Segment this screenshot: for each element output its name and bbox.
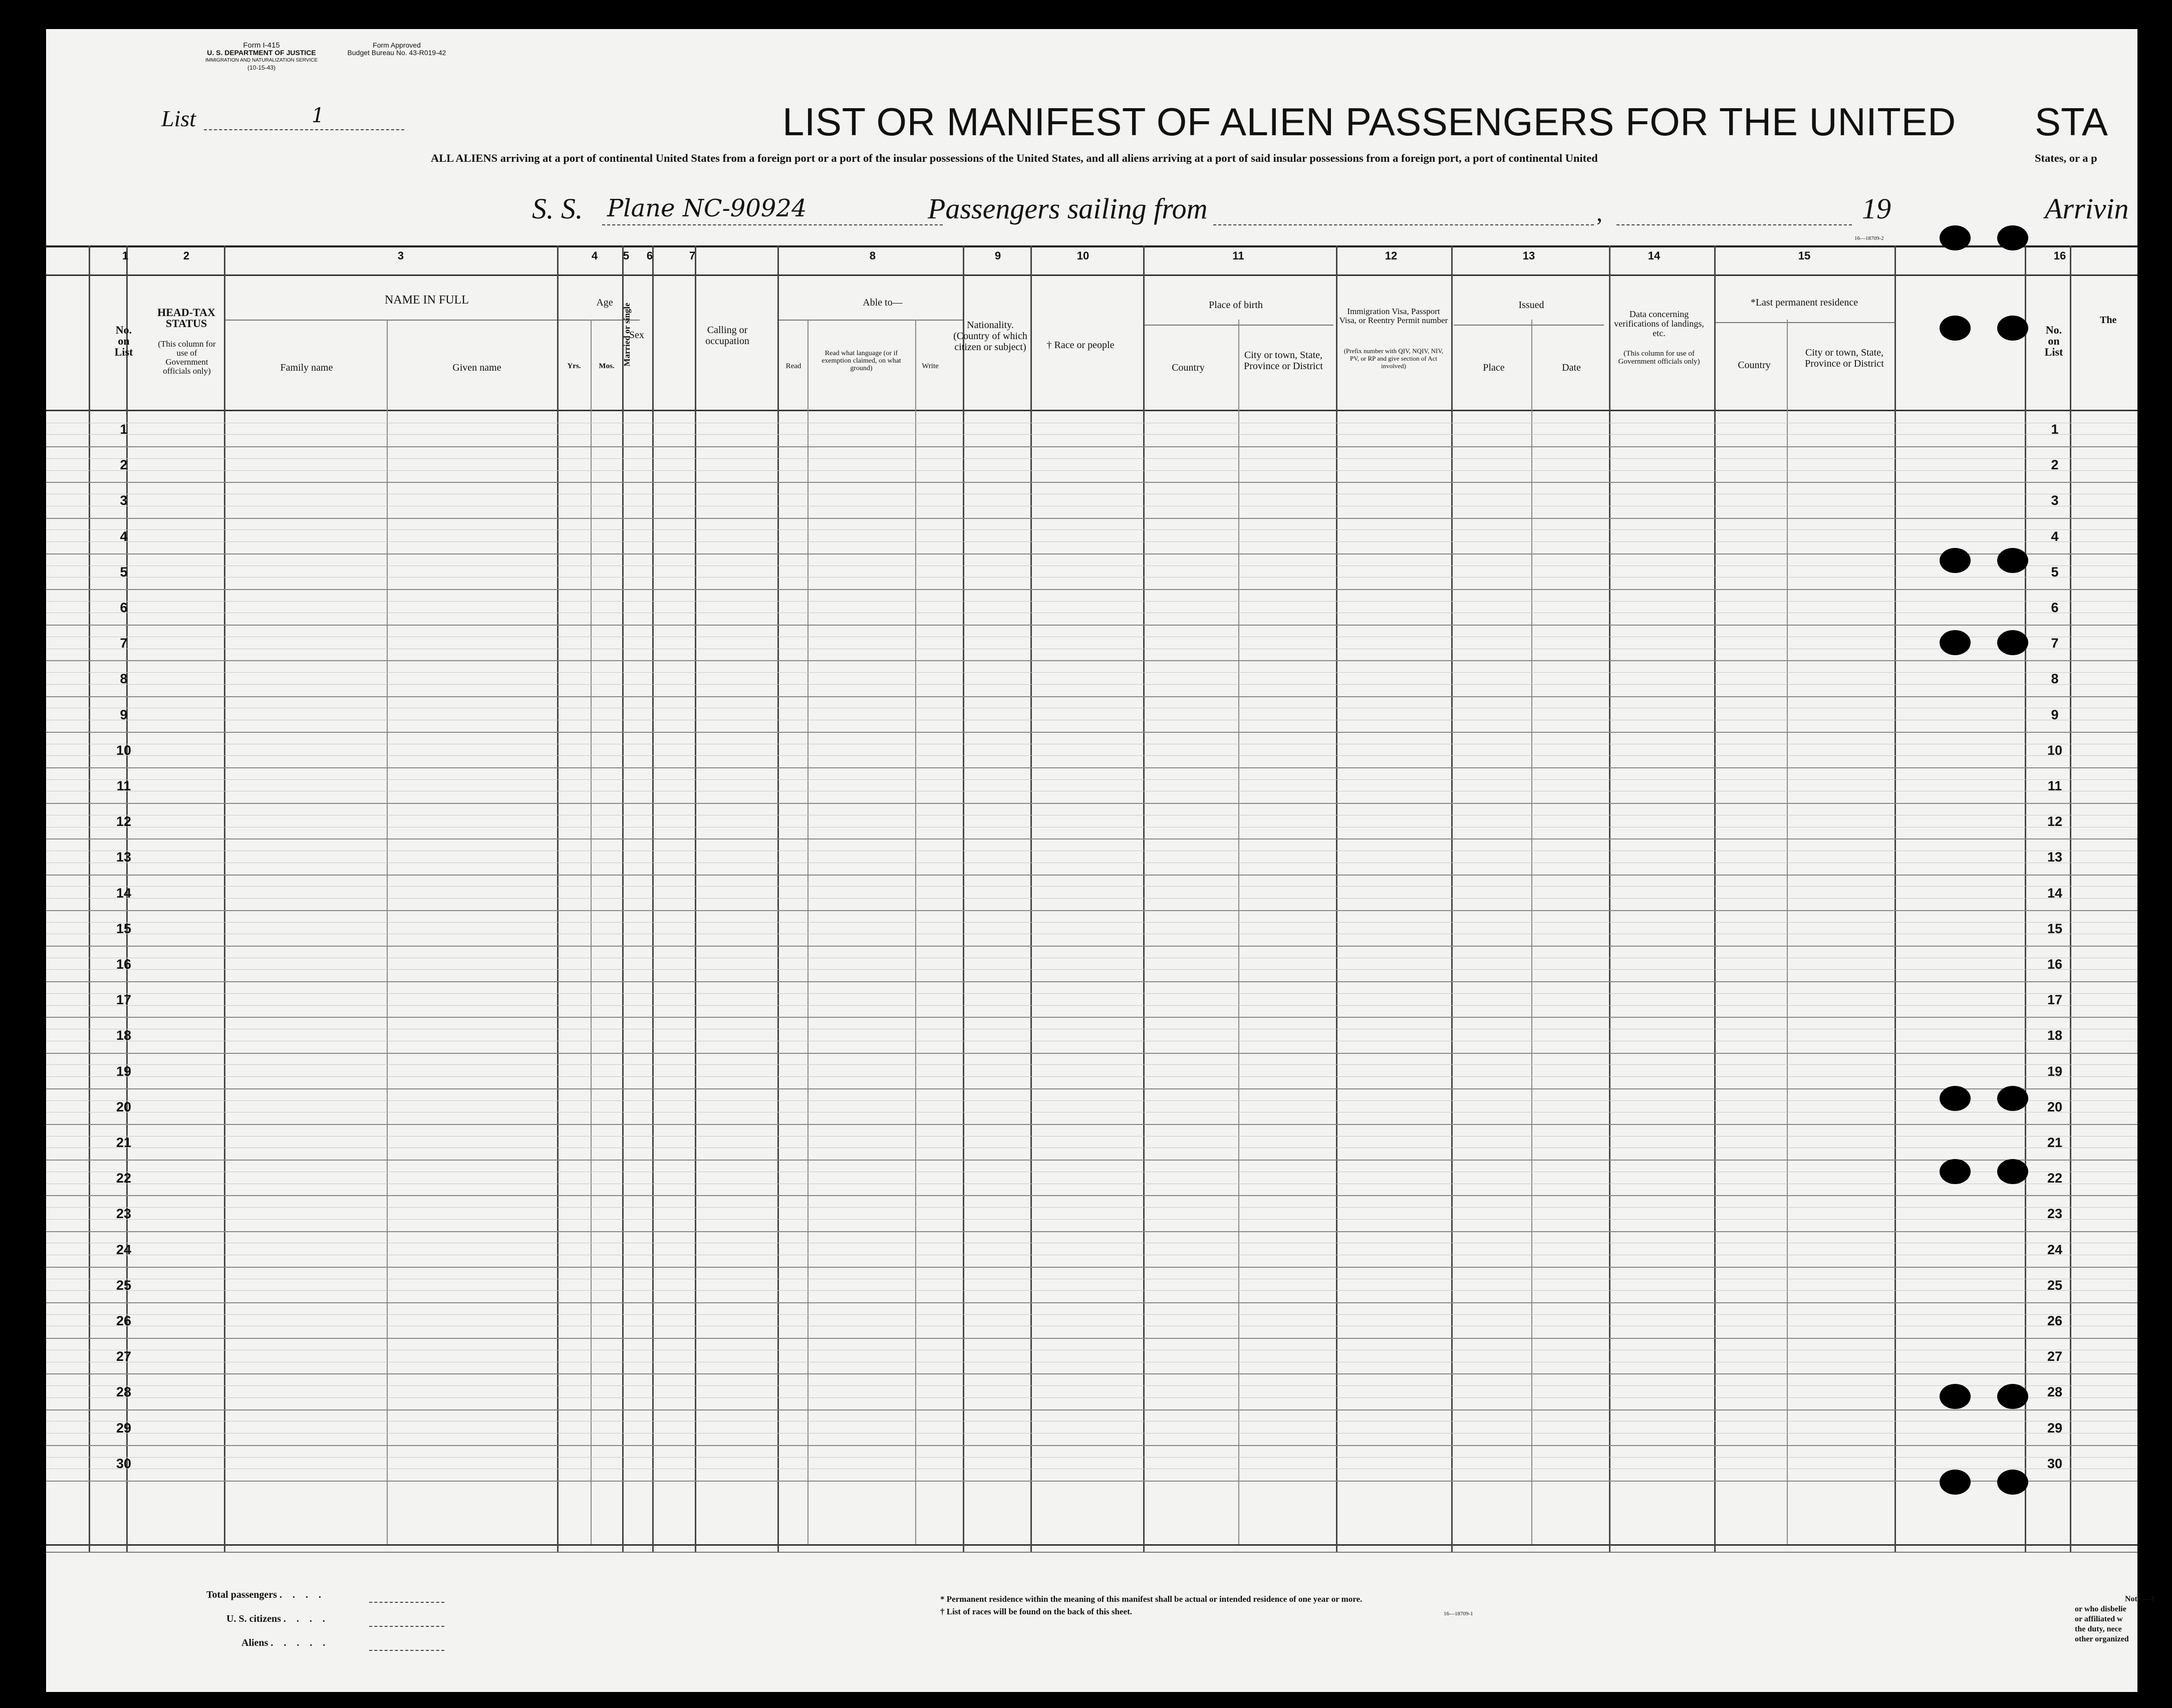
total-passengers-label: Total passengers xyxy=(206,1589,277,1600)
rule-line xyxy=(46,1267,2137,1268)
rule-line xyxy=(46,1076,2137,1077)
aliens-label: Aliens xyxy=(241,1637,268,1648)
rule-line xyxy=(46,1017,2137,1018)
row-number: 14 xyxy=(116,885,132,901)
sailing-label: Passengers sailing from xyxy=(928,192,1208,225)
rule-line xyxy=(46,1314,2137,1315)
form-approved: Form Approved xyxy=(373,41,421,49)
footnote-2: † List of races will be found on the back of this sheet. xyxy=(940,1607,1132,1616)
row-number: 5 xyxy=(120,564,128,580)
sailing-date-underline xyxy=(1616,224,1852,225)
arriving-label: Arrivin xyxy=(2045,192,2129,225)
print-code-top: 16—18709-2 xyxy=(1854,235,1884,241)
row-number-right: 12 xyxy=(2047,814,2063,829)
manifest-sheet xyxy=(46,29,2156,1692)
row-number-right: 15 xyxy=(2047,921,2063,936)
rule-line xyxy=(46,601,2137,602)
manifest-subtitle-right: States, or a p xyxy=(2035,152,2097,164)
row-number-right: 27 xyxy=(2047,1349,2063,1364)
rule-line xyxy=(46,541,2137,542)
manifest-subtitle: ALL ALIENS arriving at a port of continental United States from a foreign port or a port of the insular possessions of the United States, and all aliens arriving at a port of said insular possessions from a foreign port, a port of continental United xyxy=(431,152,1598,164)
hdr-given-name: Given name xyxy=(452,362,501,373)
rule-line xyxy=(46,1397,2137,1398)
row-number: 23 xyxy=(116,1206,132,1222)
rule-line xyxy=(46,1481,2137,1482)
rule-line xyxy=(46,838,2137,839)
hdr-data-note: (This column for use of Government officials only) xyxy=(1618,350,1700,366)
rule-line xyxy=(46,446,2137,447)
hdr-issued-place: Place xyxy=(1483,362,1505,373)
rule-line xyxy=(46,755,2137,756)
note-right-title: Note.—F xyxy=(2125,1595,2156,1603)
row-number: 10 xyxy=(116,742,132,758)
colnum-8: 8 xyxy=(869,249,876,262)
row-number: 4 xyxy=(120,528,128,544)
rule-line xyxy=(46,875,2137,876)
list-underline xyxy=(204,129,404,130)
colnum-bottom-line xyxy=(46,274,2137,276)
rule-line xyxy=(46,910,2137,911)
rule-line xyxy=(46,1088,2137,1089)
list-value: 1 xyxy=(312,104,325,127)
rule-line xyxy=(46,1124,2137,1125)
punch-mark xyxy=(1997,316,2028,341)
note-right-line-3: the duty, nece xyxy=(2075,1625,2122,1633)
rule-line xyxy=(46,684,2137,685)
form-number: Form I-415 xyxy=(243,41,280,50)
total-dots: . . . . xyxy=(279,1589,325,1600)
colnum-5: 5 xyxy=(623,249,630,262)
us-citizens-row xyxy=(226,1613,329,1625)
rule-line xyxy=(46,886,2137,887)
row-number: 8 xyxy=(120,671,128,687)
sailing-comma: , xyxy=(1596,200,1602,226)
rule-line xyxy=(46,565,2137,566)
manifest-title: LIST OR MANIFEST OF ALIEN PASSENGERS FOR THE UNITED xyxy=(782,100,1956,144)
print-code-bottom: 16—18709-1 xyxy=(1444,1611,1473,1617)
hdr-data-concerning: Data concerning verifications of landings, etc. xyxy=(1614,309,1704,338)
manifest-title-right: STA xyxy=(2035,100,2108,144)
row-number: 12 xyxy=(116,814,132,829)
rule-line xyxy=(46,518,2137,519)
rule-line xyxy=(46,625,2137,626)
row-number: 29 xyxy=(116,1420,132,1436)
colnum-2: 2 xyxy=(183,249,190,262)
row-number: 11 xyxy=(116,778,131,793)
row-number-right: 25 xyxy=(2047,1277,2063,1293)
row-number: 22 xyxy=(116,1171,132,1186)
punch-mark xyxy=(1997,1384,2028,1409)
rule-line xyxy=(46,1385,2137,1386)
subcolumn-divider xyxy=(1787,320,1788,1544)
row-number-right: 7 xyxy=(2051,636,2059,651)
row-number: 15 xyxy=(116,921,132,936)
colnum-1: 1 xyxy=(122,249,129,262)
hdr-last-residence: *Last permanent residence xyxy=(1750,297,1858,308)
row-number: 30 xyxy=(116,1456,132,1471)
rule-line xyxy=(46,969,2137,970)
form-number-block xyxy=(196,42,327,72)
rule-line xyxy=(46,1457,2137,1458)
ss-label: S. S. xyxy=(532,192,583,225)
row-number-right: 30 xyxy=(2047,1456,2063,1471)
rule-line xyxy=(46,1160,2137,1161)
hdr-read-what: Read what language (or if exemption claimed, on what ground) xyxy=(822,350,901,372)
rule-line xyxy=(46,732,2137,733)
row-number-right: 10 xyxy=(2047,742,2063,758)
table-top-line xyxy=(46,245,2137,247)
hdr-no-on-list: No. on List xyxy=(114,324,133,358)
ss-underline xyxy=(602,224,943,225)
row-number: 27 xyxy=(116,1349,132,1364)
table-bottom-line xyxy=(46,1544,2137,1546)
rule-line xyxy=(46,529,2137,530)
rule-line xyxy=(46,1373,2137,1374)
colnum-6: 6 xyxy=(646,249,653,262)
rule-line xyxy=(46,1231,2137,1232)
row-number-right: 4 xyxy=(2051,528,2059,544)
rule-line xyxy=(46,577,2137,578)
table-end-line xyxy=(46,1552,2137,1553)
hdr-birth-country: Country xyxy=(1172,362,1205,373)
row-number-right: 22 xyxy=(2047,1171,2063,1186)
row-number-right: 23 xyxy=(2047,1206,2063,1222)
row-number-right: 17 xyxy=(2047,992,2063,1008)
issued-subheader-line xyxy=(1454,325,1604,326)
colnum-3: 3 xyxy=(397,249,404,262)
punch-mark xyxy=(1997,1159,2028,1184)
hdr-age: Age xyxy=(596,297,613,308)
row-number: 6 xyxy=(120,600,128,615)
note-right-line-2: or affiliated w xyxy=(2075,1615,2123,1623)
us-citizens-label: U. S. citizens xyxy=(226,1613,281,1624)
rule-line xyxy=(46,767,2137,768)
footnote-1: * Permanent residence within the meaning of this manifest shall be actual or intended residence of one year or more. xyxy=(940,1594,1363,1604)
rule-line xyxy=(46,672,2137,673)
rule-line xyxy=(46,1433,2137,1434)
punch-mark xyxy=(1997,548,2028,573)
punch-mark xyxy=(1940,548,1971,573)
note-right-line-4: other organized xyxy=(2075,1635,2129,1643)
hdr-family-name: Family name xyxy=(280,362,333,373)
row-number-right: 8 xyxy=(2051,671,2059,687)
rule-line xyxy=(46,458,2137,459)
rule-line xyxy=(46,1302,2137,1303)
colnum-7: 7 xyxy=(689,249,696,262)
rule-line xyxy=(46,1219,2137,1220)
punch-mark xyxy=(1940,1086,1971,1111)
rule-line xyxy=(46,850,2137,851)
subcolumn-divider xyxy=(1531,320,1532,1544)
row-number: 7 xyxy=(120,636,128,651)
row-number-right: 11 xyxy=(2047,778,2062,793)
row-number-right: 6 xyxy=(2051,600,2059,615)
rule-line xyxy=(46,1100,2137,1101)
rule-line xyxy=(46,1409,2137,1410)
row-number: 2 xyxy=(120,457,128,473)
row-number: 24 xyxy=(116,1242,132,1257)
punch-mark xyxy=(1940,225,1971,250)
row-number-right: 14 xyxy=(2047,885,2063,901)
punch-mark xyxy=(1997,1470,2028,1495)
hdr-col17-fragment: The xyxy=(2100,315,2117,326)
approval-block xyxy=(337,42,457,57)
colnum-13: 13 xyxy=(1522,249,1535,262)
name-subheader-line xyxy=(224,320,640,321)
subcolumn-divider xyxy=(387,320,388,1544)
hdr-mos: Mos. xyxy=(599,362,615,370)
hdr-race: † Race or people xyxy=(1046,340,1115,351)
row-number: 28 xyxy=(116,1384,132,1400)
punch-mark xyxy=(1997,630,2028,655)
rule-line xyxy=(46,1005,2137,1006)
sailing-port-underline xyxy=(1213,224,1594,225)
year-prefix: 19 xyxy=(1862,192,1891,225)
row-number-right: 29 xyxy=(2047,1420,2063,1436)
colnum-12: 12 xyxy=(1385,249,1398,262)
row-number: 16 xyxy=(116,957,132,972)
hdr-sex: Sex xyxy=(629,330,644,341)
rule-line xyxy=(46,993,2137,994)
colnum-9: 9 xyxy=(994,249,1001,262)
rule-line xyxy=(46,470,2137,471)
department: U. S. DEPARTMENT OF JUSTICE xyxy=(207,49,316,57)
row-number-right: 13 xyxy=(2047,849,2063,865)
colnum-10: 10 xyxy=(1076,249,1090,262)
hdr-birth-city: City or town, State, Province or District xyxy=(1244,350,1323,372)
rule-line xyxy=(46,1064,2137,1065)
hdr-nationality: Nationality. (Country of which citizen or subject) xyxy=(953,320,1027,353)
list-label: List xyxy=(161,106,196,131)
hdr-no-on-list-2: No. on List xyxy=(2044,324,2063,358)
hdr-read: Read xyxy=(785,362,801,370)
punch-mark xyxy=(1940,1384,1971,1409)
rule-line xyxy=(46,981,2137,982)
aliens-line xyxy=(369,1650,444,1651)
row-number-right: 16 xyxy=(2047,957,2063,972)
rule-line xyxy=(46,1290,2137,1291)
punch-mark xyxy=(1940,316,1971,341)
rule-line xyxy=(46,696,2137,697)
hdr-name-in-full: NAME IN FULL xyxy=(385,294,469,307)
rule-line xyxy=(46,1338,2137,1339)
punch-mark xyxy=(1940,1470,1971,1495)
subcolumn-divider xyxy=(807,320,808,1544)
colnum-15: 15 xyxy=(1798,249,1811,262)
row-number: 3 xyxy=(120,493,128,508)
row-number: 26 xyxy=(116,1313,132,1328)
form-date: (10-15-43) xyxy=(247,64,276,71)
rule-line xyxy=(46,946,2137,947)
service: IMMIGRATION AND NATURALIZATION SERVICE xyxy=(205,58,318,63)
residence-subheader-line xyxy=(1714,322,1894,323)
row-number: 18 xyxy=(116,1028,132,1043)
hdr-visa: Immigration Visa, Passport Visa, or Reentry Permit number xyxy=(1339,307,1448,325)
row-number-right: 24 xyxy=(2047,1242,2063,1257)
hdr-head-tax: HEAD-TAX STATUS xyxy=(157,306,215,330)
row-number: 9 xyxy=(120,707,128,722)
total-passengers-line xyxy=(369,1602,444,1603)
row-number-right: 18 xyxy=(2047,1028,2063,1043)
hdr-residence-country: Country xyxy=(1738,360,1771,371)
rule-line xyxy=(46,482,2137,483)
row-number: 19 xyxy=(116,1063,132,1079)
rule-line xyxy=(46,898,2137,899)
row-number-right: 26 xyxy=(2047,1313,2063,1328)
row-number-right: 19 xyxy=(2047,1063,2063,1079)
rule-line xyxy=(46,803,2137,804)
hdr-visa-note: (Prefix number with QIV, NQIV, NIV, PV, or RP and give section of Act involved) xyxy=(1343,347,1444,370)
colnum-14: 14 xyxy=(1648,249,1661,262)
hdr-yrs: Yrs. xyxy=(567,362,581,370)
row-number-right: 1 xyxy=(2051,422,2059,437)
aliens-row xyxy=(241,1637,329,1649)
row-number-right: 3 xyxy=(2051,493,2059,508)
rule-line xyxy=(46,660,2137,661)
hdr-issued-date: Date xyxy=(1562,362,1581,373)
note-right xyxy=(2075,1594,2156,1644)
rule-line xyxy=(46,922,2137,923)
citizens-dots: . . . . xyxy=(283,1613,329,1624)
punch-mark xyxy=(1940,1159,1971,1184)
able-subheader-line xyxy=(777,320,963,321)
punch-mark xyxy=(1997,1086,2028,1111)
hdr-calling: Calling or occupation xyxy=(705,325,749,347)
punch-mark xyxy=(1997,225,2028,250)
hdr-residence-city: City or town, State, Province or District xyxy=(1805,347,1884,369)
rule-line xyxy=(46,553,2137,554)
subcolumn-divider xyxy=(915,320,916,1544)
row-number: 25 xyxy=(116,1277,132,1293)
row-number-right: 20 xyxy=(2047,1099,2063,1114)
hdr-married: Married or single xyxy=(622,303,632,367)
row-number-right: 5 xyxy=(2051,564,2059,580)
row-number: 13 xyxy=(116,849,132,865)
colnum-11: 11 xyxy=(1232,249,1244,262)
aliens-dots: . . . . . xyxy=(270,1637,330,1648)
hdr-write: Write xyxy=(922,362,939,370)
subcolumn-divider xyxy=(1238,320,1239,1544)
row-number-right: 28 xyxy=(2047,1384,2063,1400)
header-bottom-line xyxy=(46,410,2137,411)
row-number: 21 xyxy=(116,1135,132,1150)
rule-line xyxy=(46,1195,2137,1196)
row-number: 17 xyxy=(116,992,132,1008)
row-number: 20 xyxy=(116,1099,132,1114)
rule-line xyxy=(46,779,2137,780)
us-citizens-line xyxy=(369,1626,444,1627)
rule-line xyxy=(46,1053,2137,1054)
ss-value: Plane NC-90924 xyxy=(607,194,807,222)
punch-mark xyxy=(1940,630,1971,655)
note-right-line-1: or who disbelie xyxy=(2075,1605,2126,1613)
budget-number: Budget Bureau No. 43-R019-42 xyxy=(347,49,446,57)
rule-line xyxy=(46,1207,2137,1208)
colnum-4: 4 xyxy=(591,249,598,262)
hdr-place-of-birth: Place of birth xyxy=(1209,300,1263,311)
row-number-right: 9 xyxy=(2051,707,2059,722)
row-number-right: 21 xyxy=(2047,1135,2063,1150)
total-passengers-row xyxy=(206,1589,325,1601)
row-number-right: 2 xyxy=(2051,457,2059,473)
hdr-head-tax-note: (This column for use of Government officials only) xyxy=(158,339,216,376)
rule-line xyxy=(46,1445,2137,1446)
row-number: 1 xyxy=(120,422,128,437)
hdr-able-to: Able to— xyxy=(863,297,903,308)
colnum-16: 16 xyxy=(2053,249,2066,262)
rule-line xyxy=(46,434,2137,435)
rule-line xyxy=(46,589,2137,590)
hdr-issued: Issued xyxy=(1518,300,1544,311)
subcolumn-divider xyxy=(591,320,592,1544)
